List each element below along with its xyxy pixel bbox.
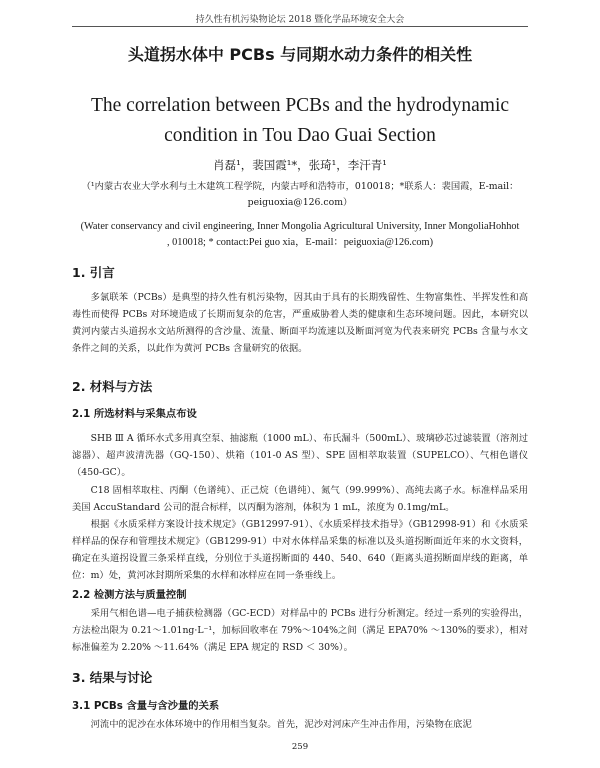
affiliation-chinese: （¹内蒙古农业大学水利与土木建筑工程学院，内蒙古呼和浩特市，010018；*联系人：裴国霞，E-mail：peiguoxia@126.com） (81, 181, 519, 208)
section-heading-methods: 2. 材料与方法 (72, 379, 153, 394)
materials-paragraph-reagents: C18 固相萃取柱、丙酮（色谱纯）、正己烷（色谱纯）、氮气（99.999%）、高纯去离子水。标准样品采用美国 AccuStandard 公司的混合标样，以丙酮为溶剂，体积为 1 mL，浓度为 0.1mg/mL。 (72, 485, 528, 513)
affiliation-english: (Water conservancy and civil engineering, Inner Mongolia Agricultural University, Inner MongoliaHohhot , 010018; * contact:Pei guo xia，E-mail：peiguoxia@126.com) (80, 221, 520, 248)
header-rule (72, 26, 528, 27)
introduction-paragraph: 多氯联苯（PCBs）是典型的持久性有机污染物，因其由于具有的长期残留性、生物富集性、半挥发性和高毒性而使得 PCBs 对环境造成了长期而复杂的危害，严重威胁着人类的健康和生态环境问题。因此，本研究以黄河内蒙古头道拐水文站所测得的含沙量、流量、断面平均流速以及断面河宽为代表来研究 PCBs 含量与水文条件之间的关系，以此作为黄河 PCBs 含量研究的依据。 (72, 292, 528, 354)
author-list: 肖磊¹，裴国霞¹*，张琦¹，李汗青¹ (213, 158, 387, 172)
section-heading-introduction: 1. 引言 (72, 265, 115, 280)
results-paragraph: 河流中的泥沙在水体环境中的作用相当复杂。首先，泥沙对河床产生冲击作用，污染物在底泥 (90, 719, 472, 730)
subsection-heading-materials: 2.1 所选材料与采集点布设 (72, 408, 197, 420)
running-head: 持久性有机污染物论坛 2018 暨化学品环境安全大会 (195, 15, 405, 25)
subsection-heading-detection: 2.2 检测方法与质量控制 (72, 589, 187, 601)
page-number: 259 (291, 742, 309, 752)
detection-paragraph: 采用气相色谱—电子捕获检测器（GC-ECD）对样品中的 PCBs 进行分析测定。经过一系列的实验得出，方法检出限为 0.21～1.01ng·L⁻¹，加标回收率在 79%～104%之间（满足 EPA70% ～130%的要求），相对标准偏差为 2.20% ～11.64%（满足 EPA 规定的 RSD ＜ 30%）。 (72, 608, 528, 653)
materials-paragraph-sampling: 根据《水质采样方案设计技术规定》（GB12997-91）、《水质采样技术指导》（GB12998-91）和《水质采样样品的保存和管理技术规定》（GB1299-91）中对水体样品采集的标准以及头道拐断面近年来的水文资料，确定在头道拐设置三条采样直线，分别位于头道拐断面的 440、540、640（距离头道拐断面岸线的距离，单位：m）处，黄河冰封期所采集的水样和冰样应在同一条垂线上。 (72, 519, 528, 581)
subsection-heading-pcbs-sediment: 3.1 PCBs 含量与含沙量的关系 (72, 700, 220, 712)
section-heading-results: 3. 结果与讨论 (72, 670, 153, 685)
materials-paragraph-equipment: SHB Ⅲ A 循环水式多用真空泵、抽滤瓶（1000 mL）、布氏漏斗（500mL）、玻璃砂芯过滤装置（溶剂过滤器）、超声波清洗器（GQ-150）、烘箱（101-0 AS 型）、SPE 固相萃取装置（SUPELCO）、气相色谱仪（450-GC）。 (72, 433, 528, 478)
title-english: The correlation between PCBs and the hydrodynamic condition in Tou Dao Guai Section (90, 95, 510, 146)
title-chinese: 头道拐水体中 PCBs 与同期水动力条件的相关性 (127, 45, 473, 64)
